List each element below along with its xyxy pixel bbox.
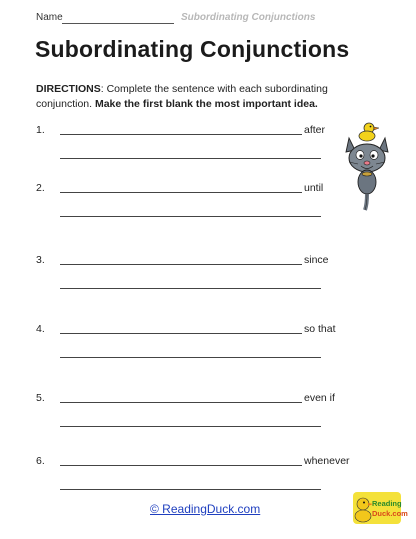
question-conjunction: since xyxy=(304,254,329,266)
question-conjunction: even if xyxy=(304,392,335,404)
answer-blank-continuation[interactable] xyxy=(60,357,321,358)
answer-blank-continuation[interactable] xyxy=(60,158,321,159)
directions-label: DIRECTIONS xyxy=(36,83,101,95)
directions xyxy=(36,82,336,112)
question-conjunction: until xyxy=(304,182,324,194)
question-4 xyxy=(36,325,336,365)
answer-blank-main[interactable] xyxy=(60,192,302,193)
logo-text-line2: Duck.com xyxy=(372,509,408,518)
question-6 xyxy=(36,455,350,497)
answer-blank-continuation[interactable] xyxy=(60,426,321,427)
question-number: 4. xyxy=(36,323,45,335)
logo-text-line1: Reading xyxy=(372,499,402,508)
answer-blank-main[interactable] xyxy=(60,465,302,466)
answer-blank-continuation[interactable] xyxy=(60,216,321,217)
header-subtitle: Subordinating Conjunctions xyxy=(181,12,316,23)
page-title: Subordinating Conjunctions xyxy=(35,36,350,62)
answer-blank-main[interactable] xyxy=(60,264,302,265)
cat-with-duck-illustration-icon xyxy=(343,118,391,214)
question-number: 1. xyxy=(36,124,45,136)
answer-blank-continuation[interactable] xyxy=(60,288,321,289)
footer-copyright-link[interactable]: © ReadingDuck.com xyxy=(150,502,261,516)
question-number: 6. xyxy=(36,455,45,467)
question-number: 3. xyxy=(36,254,45,266)
question-3 xyxy=(36,256,336,296)
directions-text: : Complete the sentence with each subordinating conjunction. xyxy=(36,83,328,110)
directions-bold-text: Make the first blank the most important idea. xyxy=(94,98,318,110)
question-conjunction: so that xyxy=(304,323,336,335)
name-blank-line[interactable] xyxy=(62,23,174,24)
question-1 xyxy=(36,126,336,166)
question-number: 2. xyxy=(36,182,45,194)
question-conjunction: whenever xyxy=(304,455,350,467)
answer-blank-main[interactable] xyxy=(60,134,302,135)
answer-blank-continuation[interactable] xyxy=(60,489,321,490)
reading-duck-logo-icon xyxy=(353,490,408,526)
question-conjunction: after xyxy=(304,124,326,136)
answer-blank-main[interactable] xyxy=(60,402,302,403)
question-2 xyxy=(36,184,336,224)
question-number: 5. xyxy=(36,392,45,404)
answer-blank-main[interactable] xyxy=(60,333,302,334)
question-5 xyxy=(36,394,336,434)
name-label: Name xyxy=(36,12,63,23)
